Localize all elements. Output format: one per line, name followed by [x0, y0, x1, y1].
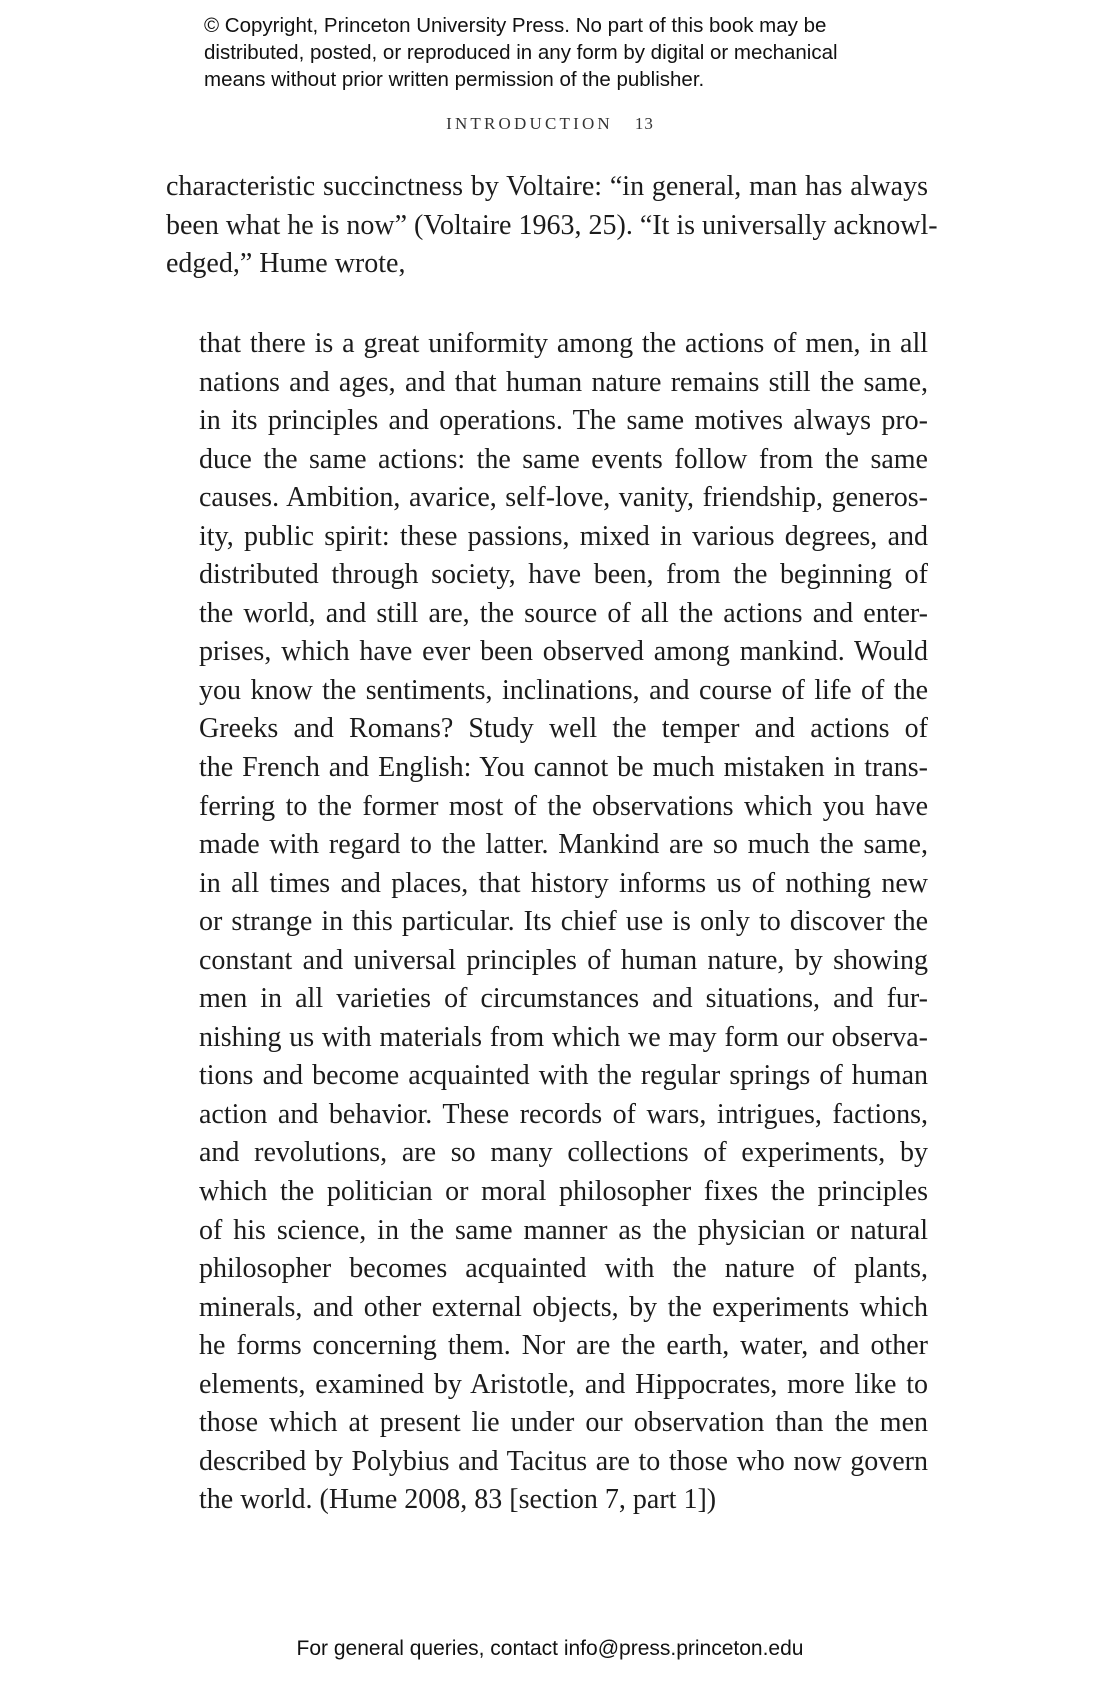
quote-line: minerals, and other external objects, by the experiments which — [199, 1291, 928, 1323]
quote-line: duce the same actions: the same events follow from the same — [199, 443, 928, 475]
body-line: been what he is now” (Voltaire 1963, 25). “It is universally acknowl- — [166, 209, 938, 241]
quote-line: philosopher becomes acquainted with the nature of plants, — [199, 1253, 928, 1285]
quote-line: prises, which have ever been observed among mankind. Would — [199, 636, 928, 668]
quote-line: men in all varieties of circumstances and situations, and fur- — [199, 983, 928, 1015]
footer-contact: For general queries, contact info@press.princeton.edu — [296, 1637, 804, 1660]
quote-line: ity, public spirit: these passions, mixed in various degrees, and — [199, 520, 928, 552]
quote-line: nations and ages, and that human nature remains still the same, — [199, 366, 928, 398]
quote-line: made with regard to the latter. Mankind are so much the same, — [199, 829, 928, 861]
body-line: characteristic succinctness by Voltaire: “in general, man has always — [166, 171, 928, 202]
running-head-title: INTRODUCTION — [446, 114, 613, 133]
quote-line: ferring to the former most of the observations which you have — [199, 790, 928, 822]
quote-line: you know the sentiments, inclinations, and course of life of the — [199, 674, 928, 706]
quote-line: tions and become acquainted with the regular springs of human — [199, 1060, 928, 1092]
quote-line: the world. (Hume 2008, 83 [section 7, part 1]) — [199, 1484, 717, 1516]
copyright-notice — [204, 12, 924, 93]
page-number: 13 — [634, 114, 654, 133]
block-quote — [199, 325, 928, 1520]
quote-line: elements, examined by Aristotle, and Hippocrates, more like to — [199, 1368, 928, 1400]
quote-line: in all times and places, that history informs us of nothing new — [199, 867, 928, 899]
quote-line: or strange in this particular. Its chief use is only to discover the — [199, 906, 928, 938]
copyright-line: means without prior written permission of the publisher. — [204, 68, 705, 91]
quote-line: nishing us with materials from which we may form our observa- — [199, 1021, 928, 1053]
quote-line: those which at present lie under our observation than the men — [199, 1407, 928, 1439]
quote-line: of his science, in the same manner as the physician or natural — [199, 1214, 928, 1246]
quote-line: distributed through society, have been, from the beginning of — [199, 559, 928, 591]
quote-line: that there is a great uniformity among the actions of men, in all — [199, 328, 928, 359]
quote-line: which the politician or moral philosopher fixes the principles — [199, 1176, 928, 1208]
quote-line: in its principles and operations. The same motives always pro- — [199, 405, 928, 437]
quote-line: the world, and still are, the source of all the actions and enter- — [199, 597, 928, 629]
quote-line: he forms concerning them. Nor are the earth, water, and other — [199, 1330, 928, 1362]
quote-line: causes. Ambition, avarice, self-love, vanity, friendship, generos- — [199, 482, 928, 514]
quote-line: the French and English: You cannot be much mistaken in trans- — [199, 752, 928, 784]
quote-line: action and behavior. These records of wars, intrigues, factions, — [199, 1098, 928, 1130]
quote-line: Greeks and Romans? Study well the temper and actions of — [199, 713, 928, 745]
quote-line: and revolutions, are so many collections of experiments, by — [199, 1137, 928, 1169]
copyright-line: © Copyright, Princeton University Press. No part of this book may be — [204, 14, 827, 37]
body-line: edged,” Hume wrote, — [166, 248, 406, 279]
quote-line: constant and universal principles of human nature, by showing — [199, 944, 928, 976]
body-paragraph — [166, 168, 938, 284]
copyright-line: distributed, posted, or reproduced in any form by digital or mechanical — [204, 41, 838, 64]
running-head — [0, 114, 1100, 134]
quote-line: described by Polybius and Tacitus are to those who now govern — [199, 1445, 928, 1477]
